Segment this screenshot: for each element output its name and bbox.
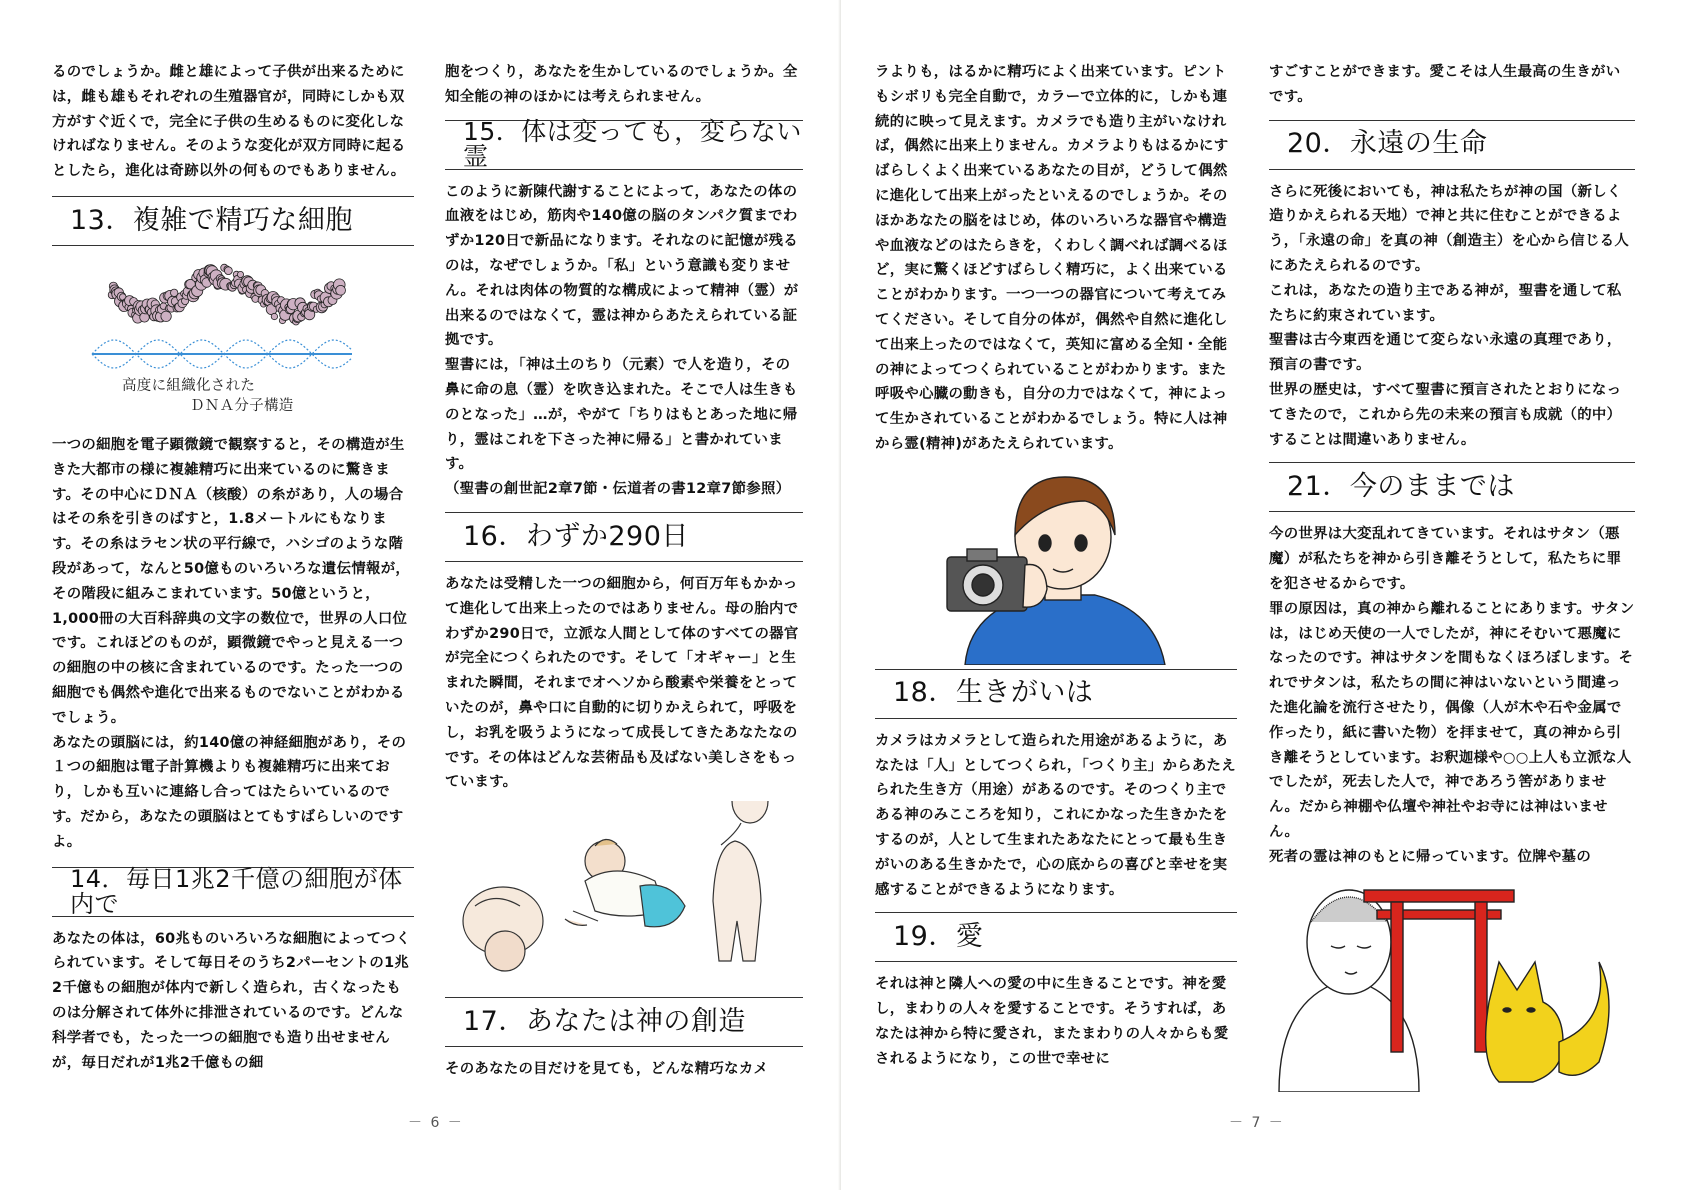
boy-camera-image [875,465,1237,665]
s20-paragraph-1: さらに死後においても，神は私たちが神の国（新しく造りかえられる天地）で神と共に住むことができるよう，「永遠の命」を真の神（創造主）を心から信じる人にあたえられるのです。 [1269,183,1630,274]
dna-illustration [52,256,414,421]
s20-paragraph-2: これは，あなたの造り主である神が，聖書を通して私たちに約束されています。 [1269,282,1622,324]
s15-paragraph-3: （聖書の創世記2章7節・伝道者の書12章7節参照） [445,481,791,498]
s13-paragraph-2: あなたの頭脳には，約140億の神経細胞があり，その１つの細胞は電子計算機よりも複雑精巧に出来ており，しかも互いに連絡し合ってはたらいているのです。だから，あなたの頭脳はとてもすばらしいのですよ。 [52,734,407,850]
heading-15 [445,116,803,171]
column-3 [875,60,1237,1072]
growth-illustration [445,801,803,991]
s18-paragraph-1: カメラはカメラとして造られた用途があるように，あなたは「人」としてつくられ，「つくり主」からあたえられた生き方（用途）があるのです。そのつくり主である神のみこころを知り，これにかなった生きかたをするのが，人として生まれたあなたにとって最も生きがいのある生きかたで，心の底からの喜びと幸せを実感することができるようになります。 [875,732,1236,898]
s13-paragraph-1: 一つの細胞を電子顕微鏡で観察すると，その構造が生きた大都市の様に複雑精巧に出来ているのに驚きます。その中心にＤＮＡ（核酸）の糸があり，人の場合はその糸を引きのばすと，1.8メートルにもなります。その糸はラセン状の平行線で，ハシゴのような階段があって，なんと50億ものいろいろな遺伝情報が，その階段に組みこまれています。50億というと，1,000冊の大百科辞典の文字の数位で，世界の人口位です。これほどのものが，顕微鏡でやっと見える一つの細胞の中の核に含まれているのです。たった一つの細胞でも偶然や進化で出来るものでないことがわかるでしょう。 [52,436,411,726]
heading-13 [52,196,414,246]
col4-intro: すごすことができます。愛こそは人生最高の生きがいです。 [1269,64,1621,105]
s16-paragraph-1: あなたは受精した一つの細胞から，何百万年もかかって進化して出来上ったのではありません。母の胎内でわずか290日で，立派な人間として体のすべての器官が完全につくられたのです。そして「オギャー」と生まれた瞬間，それまでオヘソから酸素や栄養をとっていたのが，鼻や口に自動的に切りかえられて，呼吸をし，お乳を吸うようになって成長してきたあなたなのです。その体はどんな芸術品も及ばない美しさをもっています。 [445,575,799,791]
heading-21-text: 21．今のままでは [1287,470,1515,502]
s20-paragraph-4: 世界の歴史は，すべて聖書に預言されたとおりになってきたので，これから先の未来の預言も成就（的中）することは間違いありません。 [1269,381,1622,448]
column-1 [52,60,414,1075]
s17-paragraph-1: そのあなたの目だけを見ても，どんな精巧なカメ [445,1061,769,1078]
heading-14-text: 14．毎日1兆2千億の細胞が体内で [70,864,403,918]
heading-14 [52,864,414,918]
s15-paragraph-2: 聖書には，「神は土のちり（元素）で人を造り，その鼻に命の息（霊）を吹き込まれた。そこで人は生きものとなった」…が，やがて「ちりはもとあった地に帰り，霊はこれを下さった神に帰る」と書かれています。 [445,357,798,473]
page-number-left: － 6 － [408,1115,464,1131]
idols-image [1269,882,1635,1092]
heading-17-text: 17．あなたは神の創造 [463,1005,746,1037]
page-number-right: － 7 － [1229,1115,1285,1131]
idols-illustration [1269,882,1635,1092]
boy-camera-illustration [875,465,1237,665]
dna-caption-line2: ＤＮＡ分子構造 [190,397,294,414]
heading-13-text: 13．複雑で精巧な細胞 [70,204,353,236]
s21-paragraph-2: 罪の原因は，真の神から離れることにあります。サタンは，はじめ天使の一人でしたが，神にそむいて悪魔になったのです。神はサタンを間もなくほろぼします。それでサタンは，私たちの間に神はいないという間違った進化論を流行させたり，偶像（人が木や石や金属で作ったり，紙に書いた物）を拝ませて，真の神から引き離そうとしています。お釈迦様や○○上人も立派な人でしたが，死去した人で，神であろう筈がありません。だから神棚や仏壇や神社やお寺には神はいません。 [1269,600,1635,840]
col1-intro: るのでしょうか。雌と雄によって子供が出来るためには，雌も雄もそれぞれの生殖器官が，同時にしかも双方がすぐ近くで，完全に子供の生めるものに変化しなければなりません。そのような変化が双方同時に起るとしたら，進化は奇跡以外の何ものでもありません。 [52,64,406,180]
heading-18-text: 18．生きがいは [893,677,1094,709]
dna-image [52,256,414,374]
heading-17 [445,997,803,1047]
heading-19-text: 19．愛 [893,920,984,952]
right-page [841,0,1682,1190]
s21-paragraph-1: 今の世界は大変乱れてきています。それはサタン（悪魔）が私たちを神から引き離そうとして，私たちに罪を犯させるからです。 [1269,526,1622,592]
heading-21 [1269,462,1635,512]
heading-15-text: 15．体は変っても，変らない霊 [463,116,802,171]
s21-paragraph-3: 死者の霊は神のもとに帰っています。位牌や墓の [1269,848,1592,865]
column-4 [1269,60,1635,1092]
s16-block [445,572,803,795]
s15-paragraph-1: このように新陳代謝することによって，あなたの体の血液をはじめ，筋肉や140億の脳のタンパク質までわずか120日で新品になります。それなのに記憶が残るのは，なぜでしょうか。「私」という意識も変りません。それは肉体の物質的な構成によって精神（霊）が出来るのではなくて，霊は神からあたえられている証拠です。 [445,183,799,349]
heading-19 [875,912,1237,962]
col3-intro: ラよりも，はるかに精巧によく出来ています。ピントもシボリも完全自動で，カラーで立体的に，しかも連続的に映って見えます。カメラでも造り主がいなければ，偶然に出来上りません。カメラよりもはるかにすばらしくよく出来ているあなたの目が，どうして偶然に進化して出来上がったといえるのでしょうか。そのほかあなたの脳をはじめ，体のいろいろな器官や構造や血液などのはたらきを，くわしく調べれば調べるほど，実に驚くほどすばらしく精巧に，よく出来ていることがわかります。一つ一つの器官について考えてみてください。そして自分の体が，偶然や自然に進化して出来上ったのではなくて，英知に富める全知・全能の神によってつくられていることがわかります。また呼吸や心臓の動きも，自分の力ではなくて，神によって生かされていることがわかるでしょう。特に人は神から霊(精神)があたえられています。 [875,64,1229,452]
heading-16 [445,512,803,562]
heading-18 [875,669,1237,719]
s19-paragraph-1: それは神と隣人への愛の中に生きることです。神を愛し，まわりの人々を愛することです。そうすれば，あなたは神から特に愛され，またまわりの人々からも愛されるようになり，この世で幸せに [875,976,1229,1067]
dna-caption-line1: 高度に組織化された [122,377,256,394]
s20-paragraph-3: 聖書は古今東西を通じて変らない永遠の真理であり，預言の書です。 [1269,332,1622,374]
growth-image [445,801,803,991]
column-2 [445,60,803,1082]
col2-intro: 胞をつくり，あなたを生かしているのでしょうか。全知全能の神のほかには考えられません。 [445,64,798,105]
s14-paragraph-1: あなたの体は，60兆ものいろいろな細胞によってつくられています。そして毎日そのうち2パーセントの1兆2千億もの細胞が体内で新しく造られ，古くなったものは分解されて体外に排泄されているのです。どんな科学者でも，たった一つの細胞でも造り出せませんが，毎日だれが1兆2千億もの細 [52,930,411,1071]
heading-20 [1269,120,1635,170]
heading-20-text: 20．永遠の生命 [1287,128,1488,160]
heading-16-text: 16．わずか290日 [463,520,689,552]
